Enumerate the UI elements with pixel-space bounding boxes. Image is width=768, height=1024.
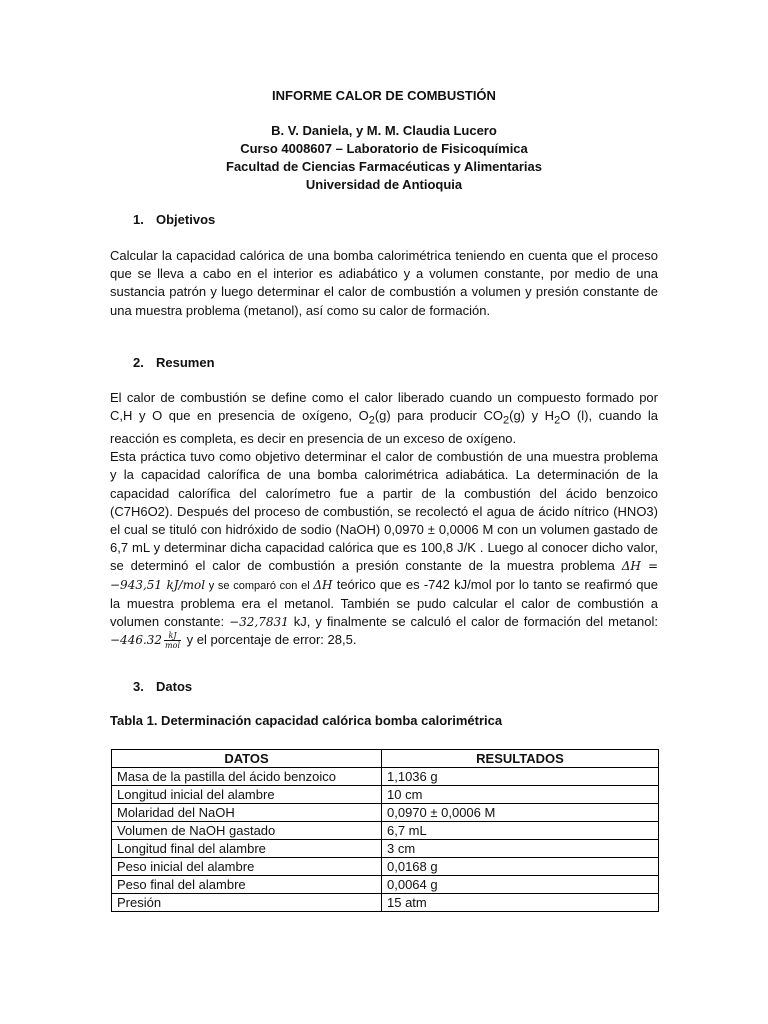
table-cell: 1,1036 g (382, 768, 659, 786)
table-cell: Longitud inicial del alambre (112, 786, 382, 804)
combustion-volume-value: −32,7831 (229, 615, 289, 630)
section-heading-datos (133, 678, 192, 696)
table-caption: Tabla 1. Determinación capacidad calórica bomba calorimétrica (110, 713, 503, 728)
table-row (112, 894, 659, 912)
university-line: Universidad de Antioquia (305, 177, 463, 192)
resumen-text-1: El calor de combustión se define como el calor liberado cuando un compuesto formado por C,H y O que en presencia de oxígeno, $O_2(g)$ para producir $CO_2(g)$ y $H_2O$ (l), cuando la reacción es completa, es decir en presencia de un exceso de oxígeno. (110, 390, 659, 446)
table-cell: Presión (112, 894, 382, 912)
section-heading-resumen (133, 354, 215, 372)
table-row (112, 840, 659, 858)
authors-line: B. V. Daniela, y M. M. Claudia Lucero (271, 123, 497, 138)
document-title: INFORME CALOR DE COMBUSTIÓN (272, 88, 496, 103)
section-heading-objetivos (133, 211, 215, 229)
section-title: Resumen (156, 355, 215, 370)
data-table (111, 749, 659, 912)
table-header-resultados: RESULTADOS (382, 750, 659, 768)
resumen-text-2: Esta práctica tuvo como objetivo determinar el calor de combustión de una muestra problema y la capacidad calorífica de una bomba calorimétrica adiabática. La determinación de la capacidad calorífica del calorímetro fue a partir de la combustión del ácido benzoico (C7H6O2). Después del proceso de combustión, se recolectó el agua de ácido nítrico (HNO3) el cual se tituló con hidróxido de sodio (NaOH) 0,0970 ± 0,0006 M con un volumen gastado de 6,7 mL y determinar dicha capacidad calórica que es 100,8 J/K . Luego al conocer dicho valor, se determinó el calor de combustión a presión constante de la muestra problema ΔH = −943,51 kJ/mol y se comparó con el ΔH teórico que es -742 kJ/mol por lo tanto se reafirmó que la muestra problema era el metanol. También se pudo calcular el calor de combustión a volumen constante: −32,7831 kJ, y finalmente se calculó el calor de formación del metanol: −446.32 $\frac{kJ}{\text{mol}}$ y el porcentaje de error: 28,5. (110, 449, 659, 651)
faculty-line: Facultad de Ciencias Farmacéuticas y Alimentarias (226, 159, 542, 174)
table-cell: 0,0970 ± 0,0006 M (382, 804, 659, 822)
section-number: 1. (133, 212, 144, 227)
table-cell: 10 cm (382, 786, 659, 804)
delta-h-symbol: ΔH (313, 577, 333, 592)
section-number: 3. (133, 679, 144, 694)
table-cell: Masa de la pastilla del ácido benzoico (112, 768, 382, 786)
objetivos-text: Calcular la capacidad calórica de una bomba calorimétrica teniendo en cuenta que el proceso que se lleva a cabo en el interior es adiabático y a volumen constante, por medio de una sustancia patrón y luego determinar el calor de combustión a volumen y presión constante de una muestra problema (metanol), así como su calor de formación. (110, 248, 658, 318)
section-number: 2. (133, 355, 144, 370)
table-row (112, 804, 659, 822)
table-row (112, 858, 659, 876)
section-title: Objetivos (156, 212, 216, 227)
table-row (112, 876, 659, 894)
table-row (112, 786, 659, 804)
table-cell: Molaridad del NaOH (112, 804, 382, 822)
table-cell: Longitud final del alambre (112, 840, 382, 858)
table-cell: 15 atm (382, 894, 659, 912)
table-row (112, 822, 659, 840)
resumen-paragraph (110, 389, 658, 650)
table-cell: 0,0064 g (382, 876, 659, 894)
table-cell: Volumen de NaOH gastado (112, 822, 382, 840)
formation-heat-value: −446.32 (110, 633, 163, 648)
author-block (0, 122, 768, 194)
delta-h-value: ΔH = −943,51 kJ/mol (110, 559, 659, 592)
table-row (112, 768, 659, 786)
objetivos-paragraph (110, 247, 658, 320)
course-line: Curso 4008607 – Laboratorio de Fisicoquímica (240, 141, 528, 156)
unit-fraction: $\frac{kJ}{\text{mol}}$ (165, 631, 181, 651)
section-title: Datos (156, 679, 193, 694)
table-cell: Peso final del alambre (112, 876, 382, 894)
table-cell: 0,0168 g (382, 858, 659, 876)
table-cell: Peso inicial del alambre (112, 858, 382, 876)
table-cell: 6,7 mL (382, 822, 659, 840)
table-header-datos: DATOS (112, 750, 382, 768)
table-header-row (112, 750, 659, 768)
table-cell: 3 cm (382, 840, 659, 858)
